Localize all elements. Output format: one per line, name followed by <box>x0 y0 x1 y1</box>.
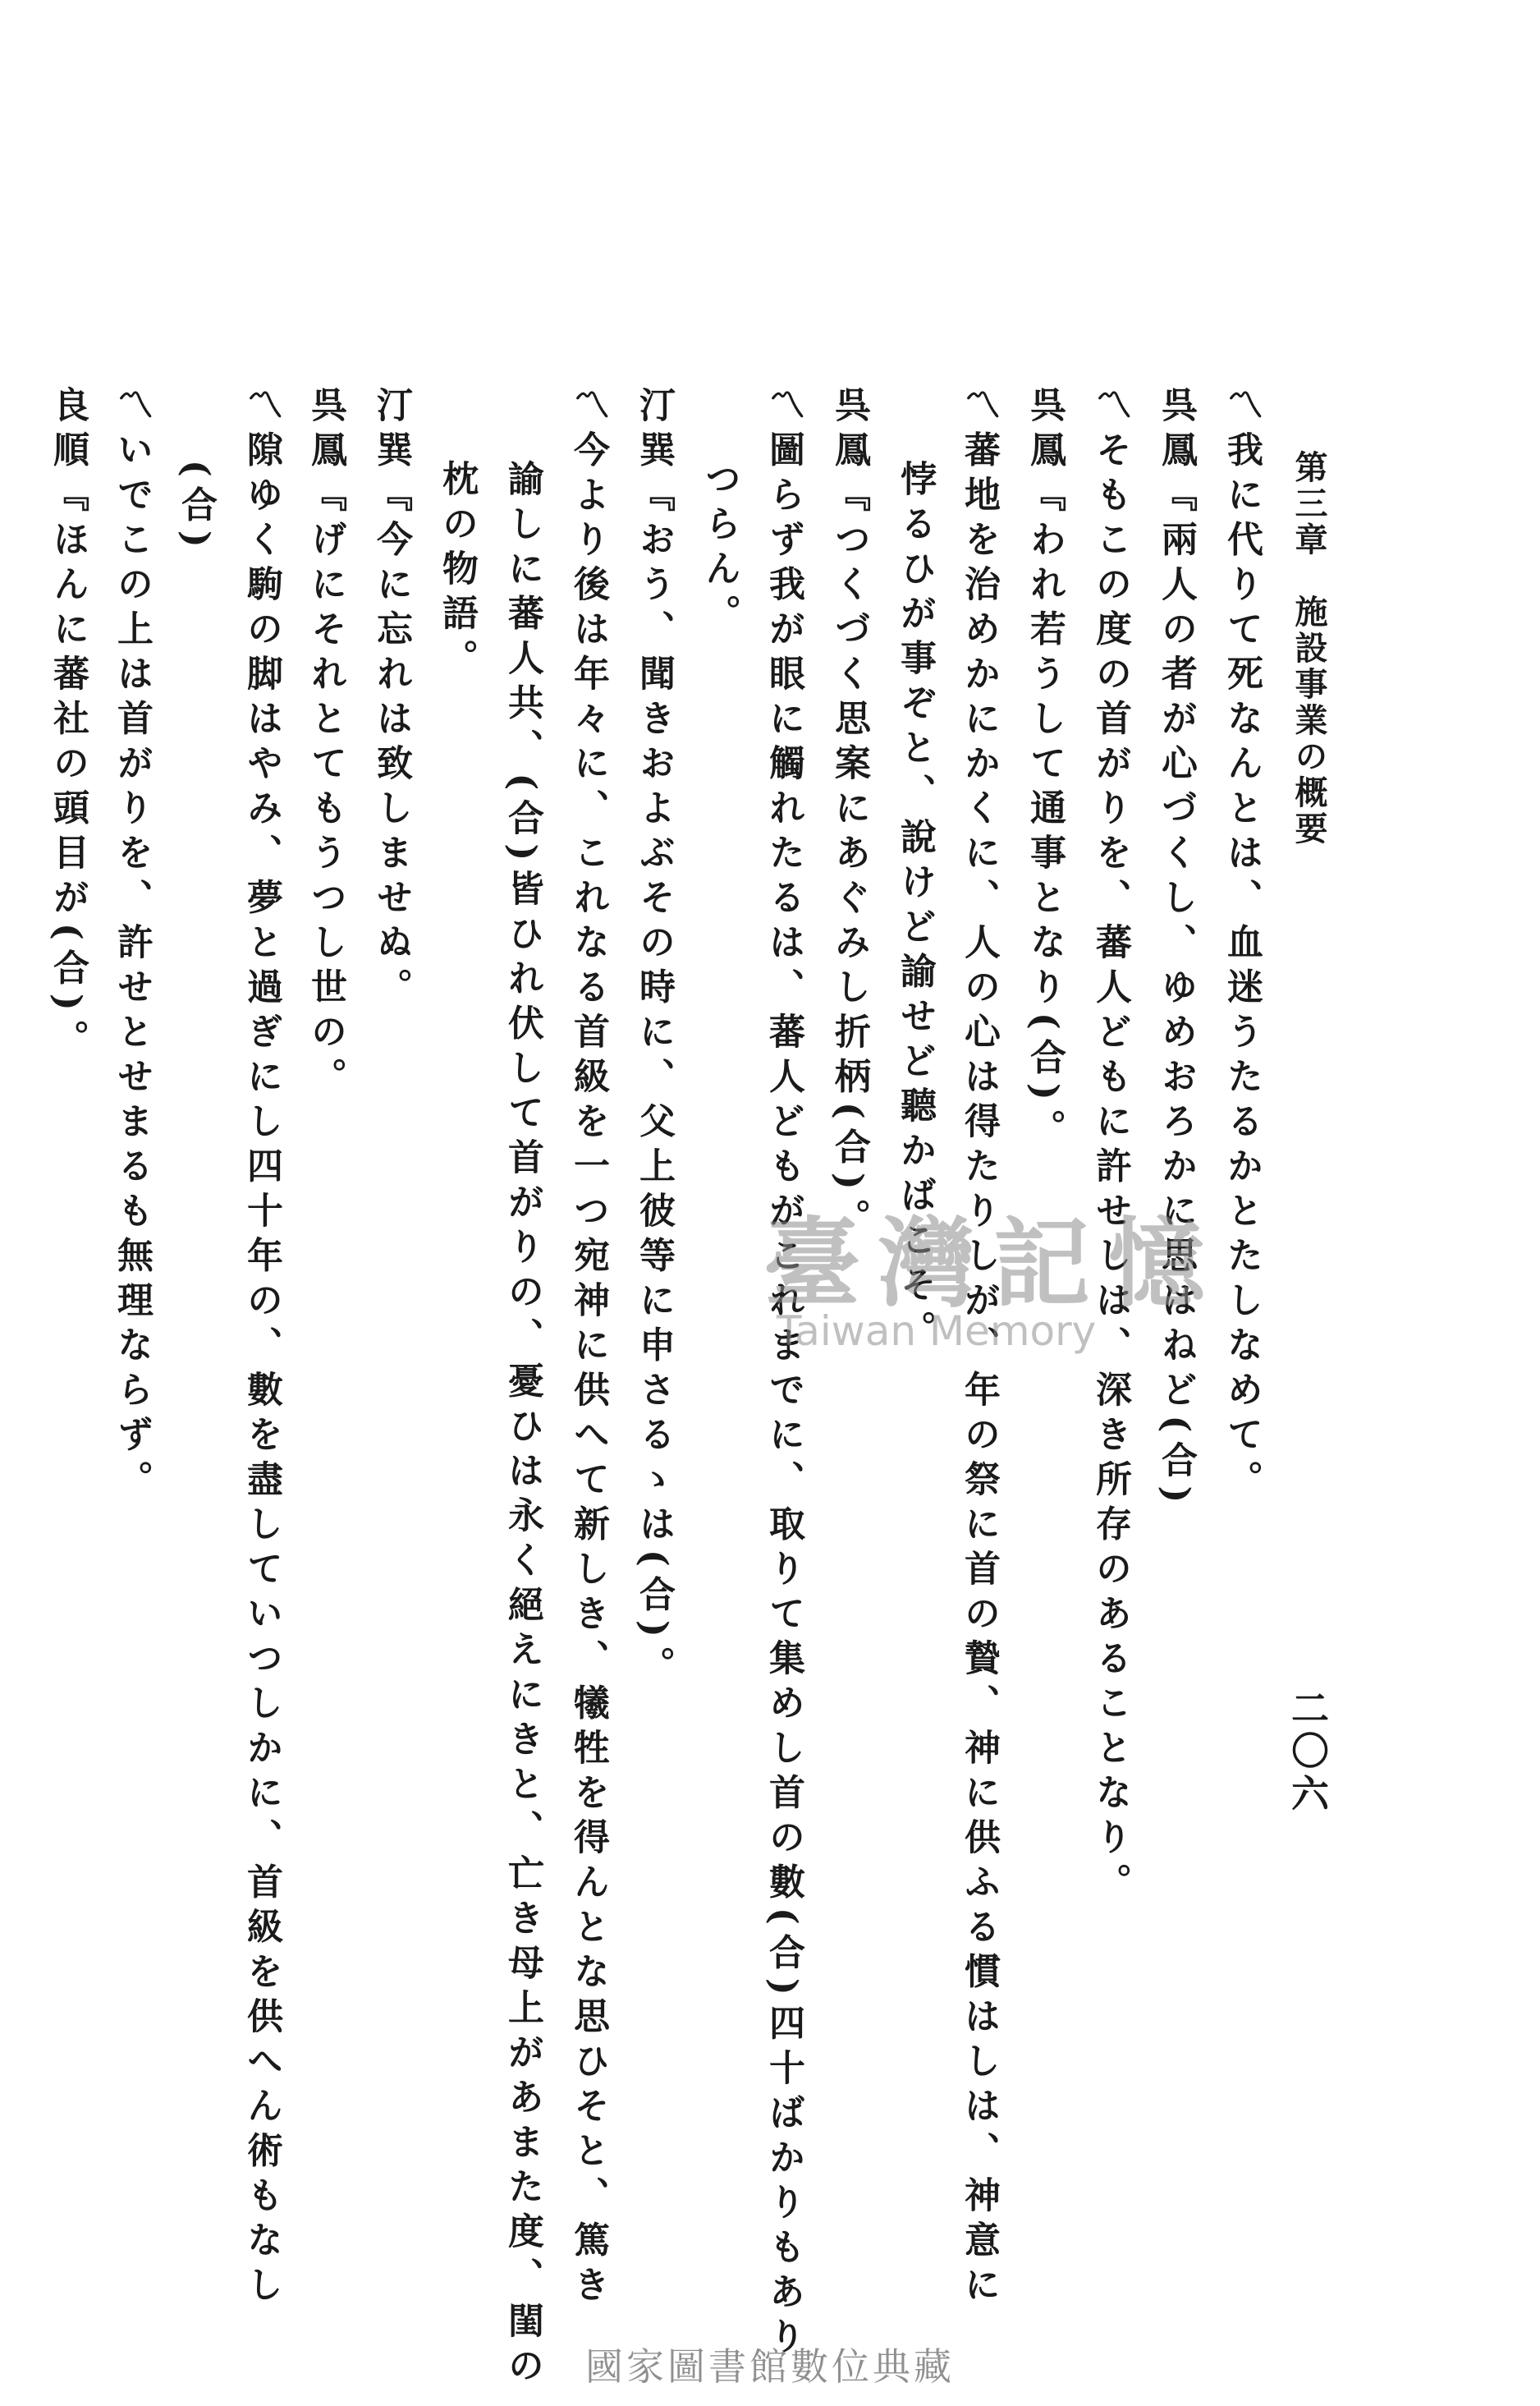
text-line: 〽我に代りて死なんとは、血迷うたるかとたしなめて。 <box>1221 386 1263 1505</box>
text-line: つらん。 <box>699 460 740 639</box>
watermark <box>763 1206 1224 1355</box>
text-line: 呉鳳『げにそれとてもうつし世の。 <box>305 386 346 1102</box>
footer-collection-label: 國家圖書館數位典藏 <box>585 2344 955 2389</box>
page-number: 二〇六 <box>1286 1688 1330 1816</box>
text-line: 汀巽『今に忘れは致しませぬ。 <box>370 386 412 1012</box>
text-line: 〽蕃地を治めかにかくに、人の心は得たりしが、年の祭に首の贄、神に供ふる慣はしは、神意に <box>958 386 1000 2311</box>
text-line: (合) <box>175 460 217 557</box>
text-line: 悖るひが事ぞと、說けど諭せど聽かばこそ。 <box>894 460 936 1355</box>
text-line: 〽そもこの度の首がりを、蕃人どもに許せしは、深き所存のあることなり。 <box>1089 386 1131 1908</box>
text-line: 良順『ほんに蕃社の頭目が(合)。 <box>47 386 89 1064</box>
text-line: 〽今より後は年々に、これなる首級を一つ宛神に供へて新しき、犧牲を得んとな思ひそと、篤き <box>567 386 609 2311</box>
text-line: 〽隙ゆく駒の脚はやみ、夢と過ぎにし四十年の、數を盡していつしかに、首級を供へん術もなし <box>241 386 282 2311</box>
text-line: 枕の物語。 <box>436 460 478 684</box>
watermark-chinese: 臺灣記憶 <box>763 1206 1224 1320</box>
text-line: 汀巽『おう、聞きおよぶその時に、父上彼等に申さるゝは(合)。 <box>633 386 675 1691</box>
text-line: 呉鳳『つくづく思案にあぐみし折柄(合)。 <box>828 386 870 1243</box>
text-line: 〽いでこの上は首がりを、許せとせまるも無理ならず。 <box>111 386 153 1505</box>
chapter-header: 第三章 施設事業の概要 <box>1290 450 1328 847</box>
watermark-english: Taiwan Memory <box>777 1307 1097 1355</box>
text-line: 諭しに蕃人共、(合)皆ひれ伏して首がりの、憂ひは永く絕えにきと、亡き母上があまた度、閨の <box>502 460 543 2391</box>
text-line: 〽圖らず我が眼に觸れたるは、蕃人どもがこれまでに、取りて集めし首の數(合)四十ばかりもあり <box>763 386 804 2362</box>
text-line: 呉鳳『われ若うして通事となり(合)。 <box>1024 386 1066 1154</box>
text-line: 呉鳳『兩人の者が心づくし、ゆめおろかに思はねど(合) <box>1155 386 1197 1512</box>
